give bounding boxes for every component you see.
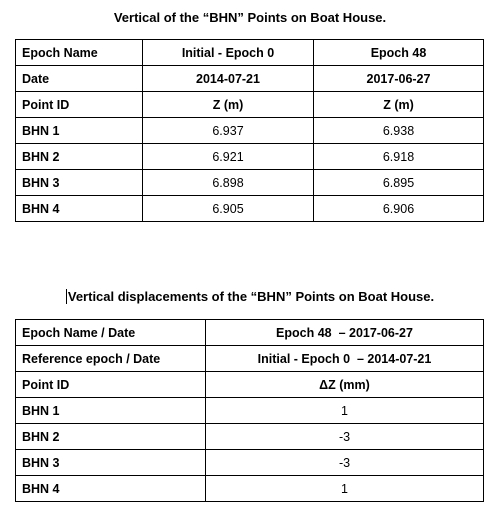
table-row: [16, 170, 484, 196]
delta-z: -3: [206, 424, 484, 450]
z-initial: 6.898: [143, 170, 314, 196]
table-row: [16, 196, 484, 222]
z-epoch-48: 6.895: [314, 170, 484, 196]
point-id: BHN 3: [16, 170, 143, 196]
table2-caption-text: Vertical displacements of the “BHN” Points on Boat House.: [67, 289, 435, 304]
point-id-label: Point ID: [16, 372, 206, 398]
epoch-name-date-value: Epoch 48 – 2017-06-27: [206, 320, 484, 346]
delta-z-unit: ΔZ (mm): [206, 372, 484, 398]
z-initial: 6.921: [143, 144, 314, 170]
table-row: [16, 144, 484, 170]
table1-caption: Vertical of the “BHN” Points on Boat House.: [113, 10, 387, 25]
z-initial: 6.937: [143, 118, 314, 144]
table-row: [16, 424, 484, 450]
delta-z: 1: [206, 398, 484, 424]
unit-row: [16, 92, 484, 118]
epoch-row: [16, 320, 484, 346]
point-id: BHN 1: [16, 398, 206, 424]
z-initial: 6.905: [143, 196, 314, 222]
date-initial: 2014-07-21: [143, 66, 314, 92]
header-epoch-48: Epoch 48: [314, 40, 484, 66]
point-id: BHN 4: [16, 476, 206, 502]
table-row: [16, 398, 484, 424]
point-id: BHN 3: [16, 450, 206, 476]
table-row: [16, 476, 484, 502]
point-id-label: Point ID: [16, 92, 143, 118]
epoch-name-date-label: Epoch Name / Date: [16, 320, 206, 346]
header-epoch-name: Epoch Name: [16, 40, 143, 66]
point-id: BHN 2: [16, 144, 143, 170]
date-label: Date: [16, 66, 143, 92]
date-epoch-48: 2017-06-27: [314, 66, 484, 92]
z-epoch-48: 6.918: [314, 144, 484, 170]
vertical-z-table: [15, 39, 484, 222]
point-id: BHN 4: [16, 196, 143, 222]
table-row: [16, 450, 484, 476]
vertical-displacement-table: [15, 319, 484, 502]
delta-z: 1: [206, 476, 484, 502]
reference-epoch-label: Reference epoch / Date: [16, 346, 206, 372]
delta-z: -3: [206, 450, 484, 476]
unit-epoch-48: Z (m): [314, 92, 484, 118]
unit-initial: Z (m): [143, 92, 314, 118]
z-epoch-48: 6.906: [314, 196, 484, 222]
unit-row: [16, 372, 484, 398]
text-cursor: [66, 289, 67, 304]
point-id: BHN 1: [16, 118, 143, 144]
point-id: BHN 2: [16, 424, 206, 450]
header-initial-epoch: Initial - Epoch 0: [143, 40, 314, 66]
date-row: [16, 66, 484, 92]
reference-row: [16, 346, 484, 372]
table-row: [16, 118, 484, 144]
reference-epoch-value: Initial - Epoch 0 – 2014-07-21: [206, 346, 484, 372]
table2-caption: [0, 289, 500, 304]
table-header-row: [16, 40, 484, 66]
z-epoch-48: 6.938: [314, 118, 484, 144]
